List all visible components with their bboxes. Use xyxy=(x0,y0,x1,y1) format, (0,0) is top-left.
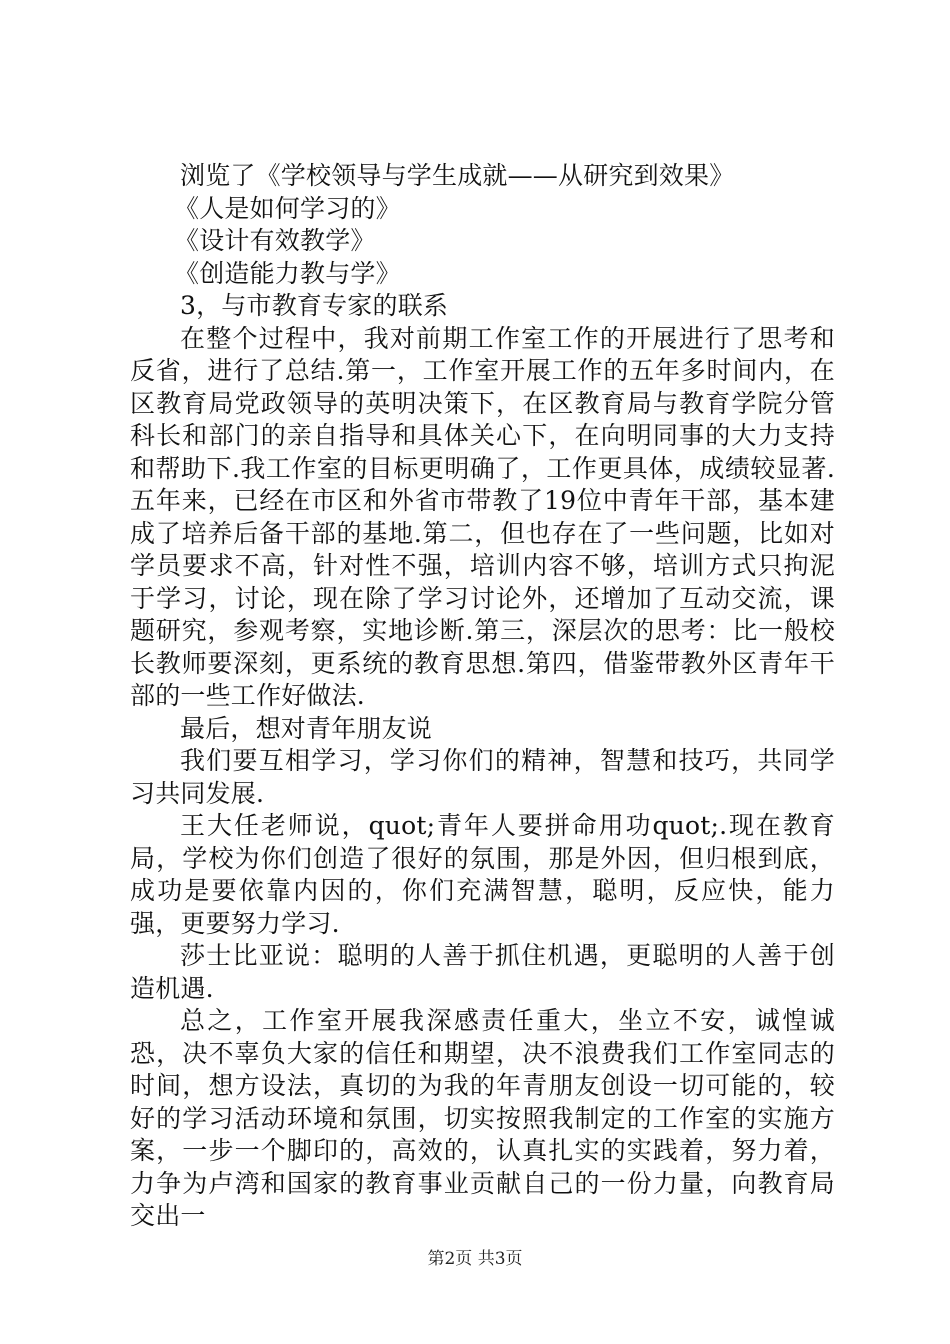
paragraph-quote-shakespeare: 莎士比亚说：聪明的人善于抓住机遇，更聪明的人善于创造机遇. xyxy=(130,941,835,1003)
paragraph-quote-wang: 王大任老师说，quot;青年人要拼命用功quot;.现在教育局，学校为你们创造了很好的氛围，那是外因，但归根到底，成功是要依靠内因的，你们充满智慧，聪明，反应快，能力强，更要努力学习. xyxy=(130,811,835,938)
page-number-footer: 第2页 共3页 xyxy=(427,1249,523,1269)
paragraph-summary: 总之，工作室开展我深感责任重大，坐立不安，诚惶诚恐，决不辜负大家的信任和期望，决不浪费我们工作室同志的时间，想方设法，真切的为我的年青朋友创设一切可能的，较好的学习活动环境和氛围，切实按照我制定的工作室的实施方案，一步一个脚印的，高效的，认真扎实的实践着，努力着，力争为卢湾和国家的教育事业贡献自己的一份力量，向教育局交出一 xyxy=(130,1006,835,1230)
paragraph-reflection: 在整个过程中，我对前期工作室工作的开展进行了思考和反省，进行了总结.第一，工作室开展工作的五年多时间内，在区教育局党政领导的英明决策下，在区教育局与教育学院分管科长和部门的亲自指导和具体关心下，在向明同事的大力支持和帮助下.我工作室的目标更明确了，工作更具体，成绩较显著.五年来，已经在市区和外省市带教了19位中青年干部，基本建成了培养后备干部的基地.第二，但也存在了一些问题，比如对学员要求不高，针对性不强，培训内容不够，培训方式只拘泥于学习，讨论，现在除了学习讨论外，还增加了互动交流，课题研究，参观考察，实地诊断.第三，深层次的思考：比一般校长教师要深刻，更系统的教育思想.第四，借鉴带教外区青年干部的一些工作好做法. xyxy=(130,323,835,710)
intro-line-reading: 浏览了《学校领导与学生成就——从研究到效果》 xyxy=(180,161,735,190)
paragraph-closing-intro: 最后，想对青年朋友说 xyxy=(180,713,433,743)
intro-line-book-2: 《设计有效教学》 xyxy=(174,226,376,255)
intro-line-book-3: 《创造能力教与学》 xyxy=(174,258,401,288)
section-heading: 3，与市教育专家的联系 xyxy=(180,291,449,320)
document-body xyxy=(130,160,835,1233)
paragraph-mutual-learning: 我们要互相学习，学习你们的精神，智慧和技巧，共同学习共同发展. xyxy=(130,746,835,808)
intro-line-book-1: 《人是如何学习的》 xyxy=(174,193,401,223)
